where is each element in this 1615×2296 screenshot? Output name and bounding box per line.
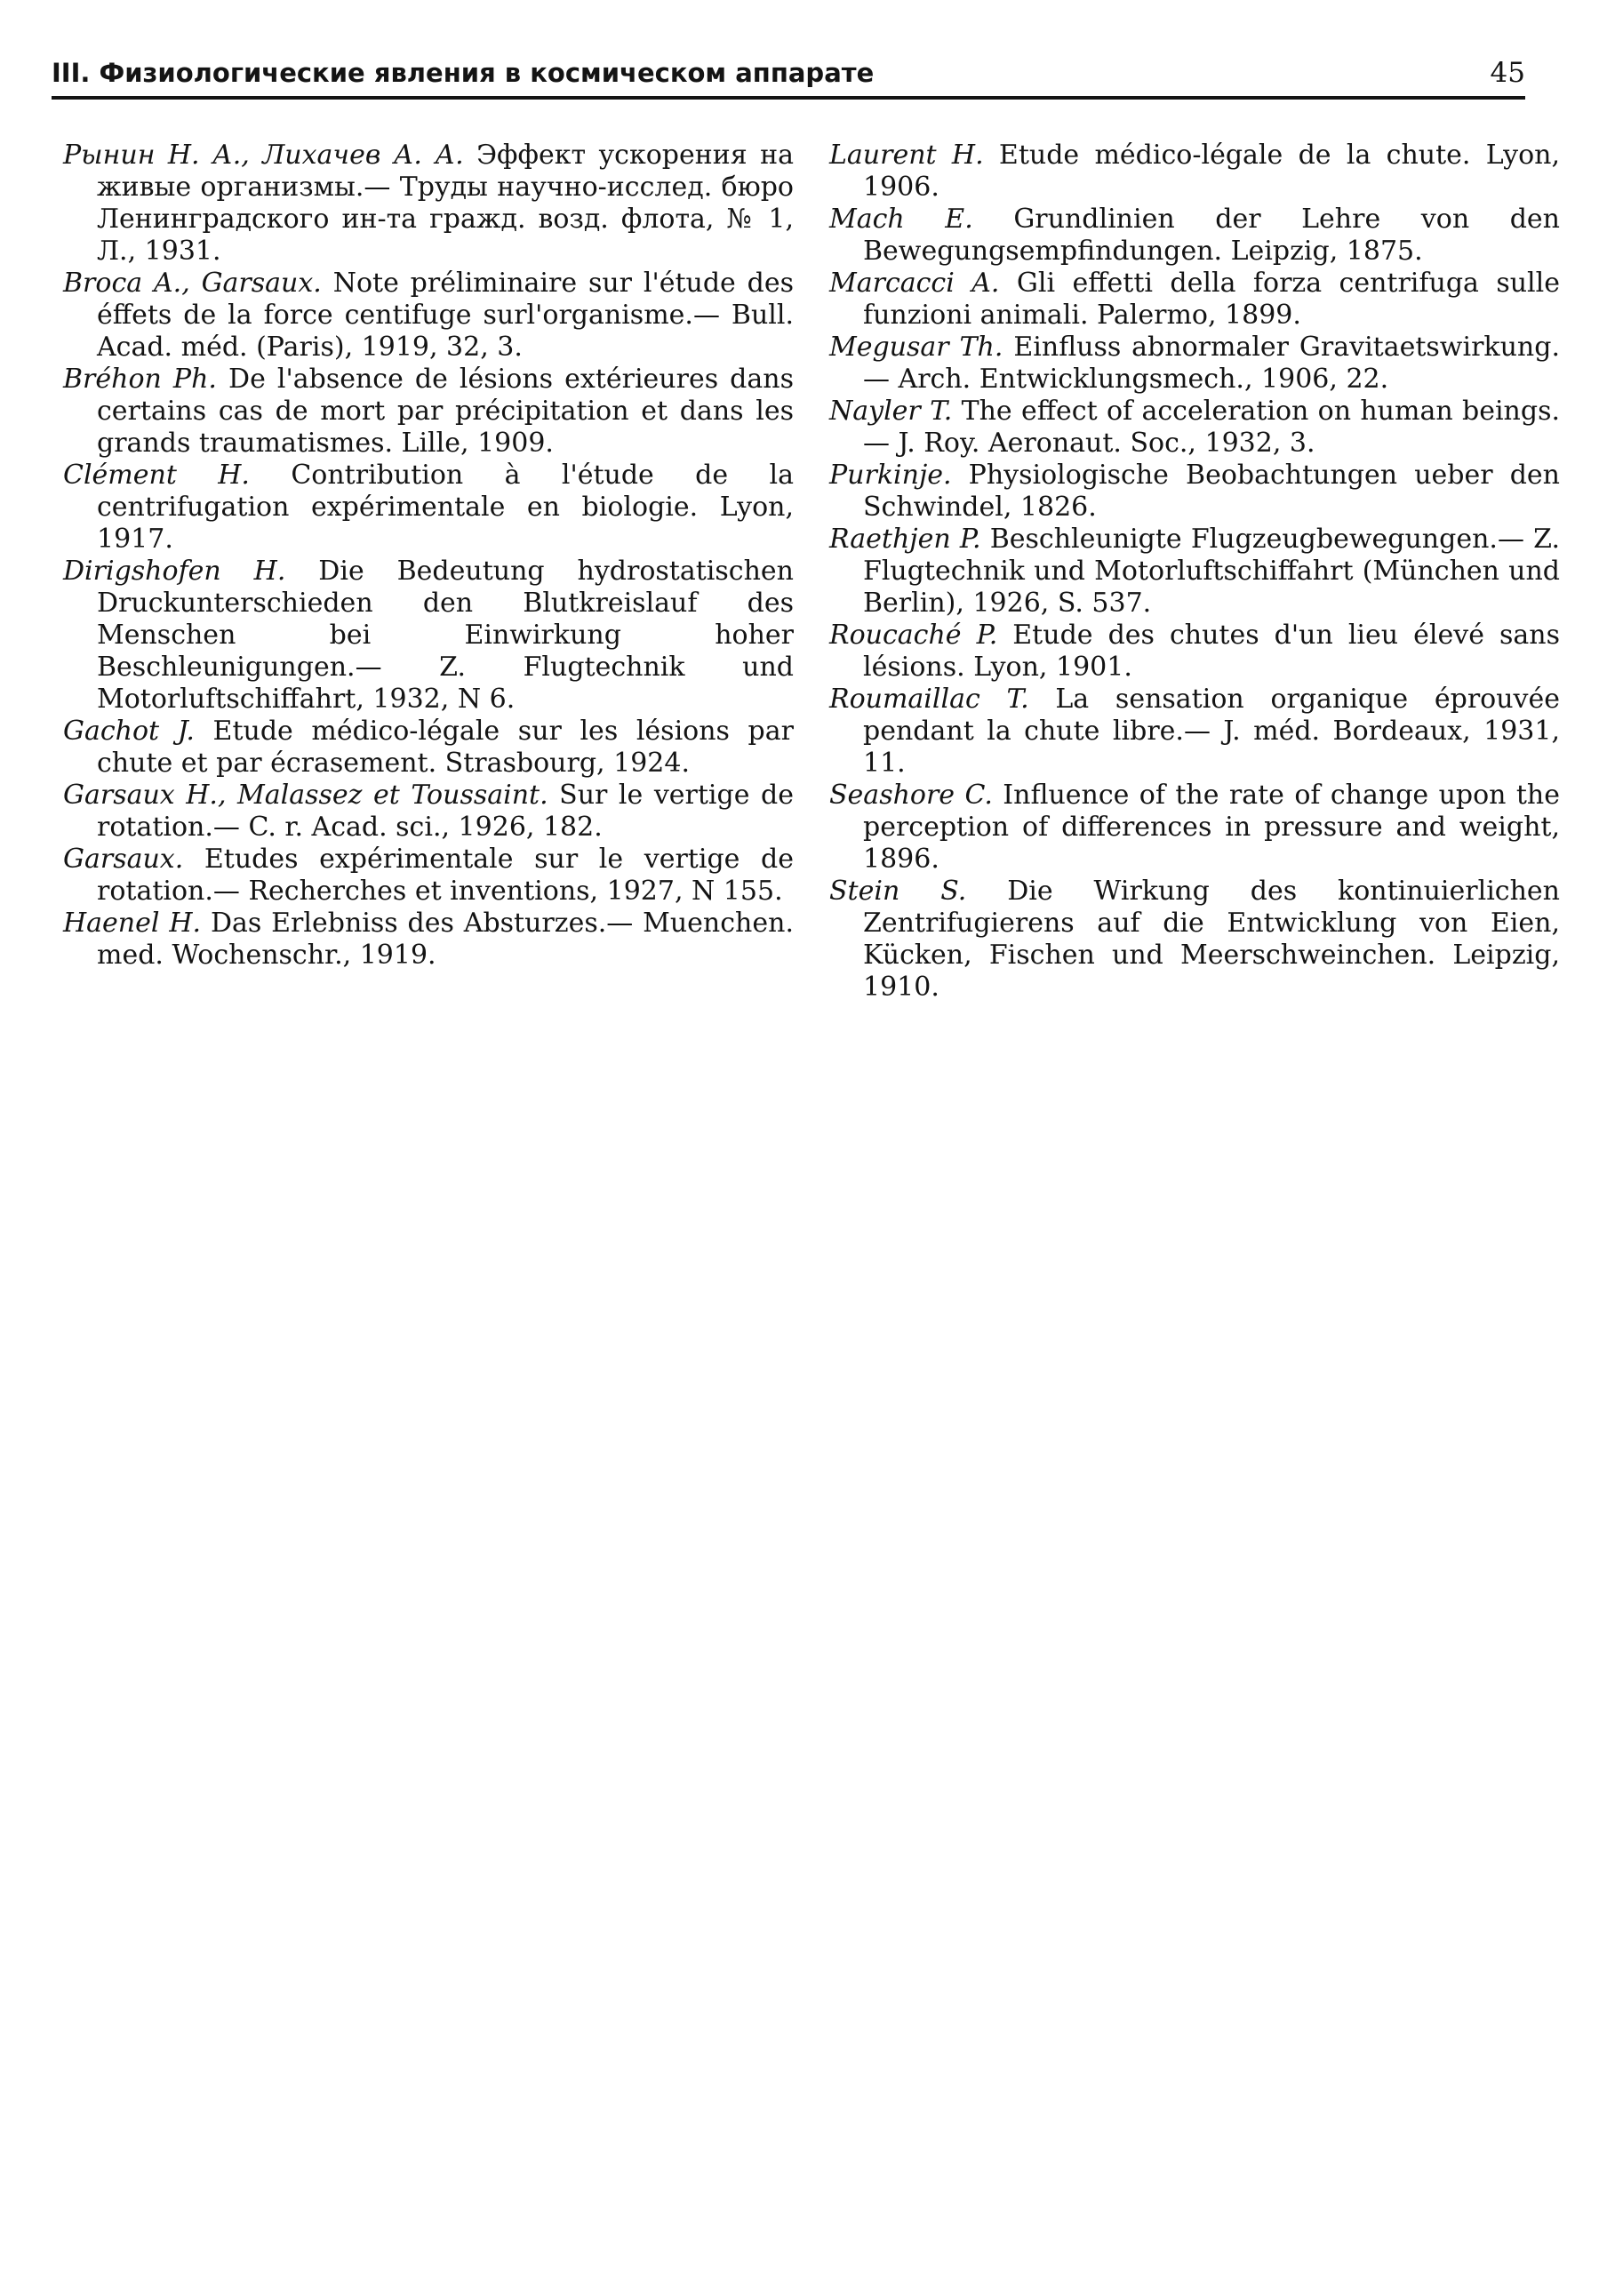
reference-authors: Seashore C. bbox=[829, 780, 993, 811]
reference-text: Etude des chutes d'un lieu élevé sans lésions. Lyon, 1901. bbox=[863, 620, 1560, 683]
reference-authors: Haenel H. bbox=[63, 908, 202, 939]
reference-text: Sur le vertige de rotation.— C. r. Acad. sci., 1926, 182. bbox=[97, 780, 794, 843]
reference-authors: Garsaux H., Malassez et Toussaint. bbox=[63, 780, 548, 811]
reference-text: Grundlinien der Lehre von den Bewegungsempfindungen. Leipzig, 1875. bbox=[863, 204, 1560, 267]
reference-authors: Nayler T. bbox=[829, 396, 953, 427]
reference-text: De l'absence de lésions extérieures dans certains cas de mort par précipitation et dans les grands traumatismes. Lille, 1909. bbox=[97, 364, 794, 459]
reference-text: Beschleunigte Flugzeugbewegungen.— Z. Flugtechnik und Motorluftschiffahrt (München und Berlin), 1926, S. 537. bbox=[863, 524, 1560, 619]
reference-authors: Raethjen P. bbox=[829, 524, 981, 555]
reference-authors: Gachot J. bbox=[63, 716, 195, 747]
reference-authors: Roucaché P. bbox=[829, 620, 998, 651]
reference-text: Эффект ускорения на живые организмы.— Труды научно-исслед. бюро Ленинградского ин-та гражд. возд. флота, № 1, Л., 1931. bbox=[97, 140, 794, 267]
reference-entry bbox=[63, 716, 794, 780]
reference-entry bbox=[63, 460, 794, 556]
left-column bbox=[63, 140, 794, 972]
reference-text: Etude médico-légale de la chute. Lyon, 1906. bbox=[863, 140, 1561, 203]
running-title: III. Физиологические явления в космическом аппарате bbox=[52, 58, 875, 88]
page-number: 45 bbox=[1490, 57, 1525, 89]
reference-entry bbox=[829, 876, 1560, 1004]
reference-authors: Stein S. bbox=[829, 876, 967, 907]
reference-authors: Dirigshofen H. bbox=[63, 556, 286, 587]
reference-authors: Marcacci A. bbox=[829, 268, 1000, 299]
reference-authors: Bréhon Ph. bbox=[63, 364, 217, 395]
reference-text: La sensation organique éprouvée pendant la chute libre.— J. méd. Bordeaux, 1931, 11. bbox=[863, 684, 1561, 779]
reference-entry bbox=[63, 140, 794, 268]
reference-entry bbox=[63, 556, 794, 716]
reference-entry bbox=[63, 780, 794, 844]
reference-authors: Megusar Th. bbox=[829, 332, 1003, 363]
reference-entry bbox=[63, 268, 794, 364]
reference-entry bbox=[829, 684, 1560, 780]
reference-text: Influence of the rate of change upon the perception of differences in pressure and weight, 1896. bbox=[863, 780, 1560, 875]
reference-text: Die Wirkung des kontinuierlichen Zentrifugierens auf die Entwicklung von Eien, Kücken, Fischen und Meerschweinchen. Leipzig, 1910. bbox=[863, 876, 1560, 1003]
reference-text: Die Bedeutung hydrostatischen Druckunterschieden den Blutkreislauf des Menschen bei Einwirkung hoher Beschleunigungen.— Z. Flugtechnik und Motorluftschiffahrt, 1932, N 6. bbox=[97, 556, 794, 715]
reference-authors: Laurent H. bbox=[829, 140, 984, 171]
reference-entry bbox=[63, 364, 794, 460]
reference-entry bbox=[829, 460, 1560, 524]
reference-text: Gli effetti della forza centrifuga sulle funzioni animali. Palermo, 1899. bbox=[863, 268, 1560, 331]
reference-text: Contribution à l'étude de la centrifugation expérimentale en biologie. Lyon, 1917. bbox=[97, 460, 794, 555]
reference-entry bbox=[829, 268, 1560, 332]
reference-authors: Purkinje. bbox=[829, 460, 952, 491]
right-column bbox=[829, 140, 1560, 1004]
reference-authors: Рынин Н. А., Лихачев А. А. bbox=[63, 140, 464, 171]
reference-entry bbox=[63, 908, 794, 972]
reference-authors: Garsaux. bbox=[63, 844, 184, 875]
reference-text: Das Erlebniss des Absturzes.— Muenchen. med. Wochenschr., 1919. bbox=[97, 908, 794, 971]
reference-authors: Clément H. bbox=[63, 460, 250, 491]
reference-entry bbox=[63, 844, 794, 908]
reference-text: The effect of acceleration on human beings.— J. Roy. Aeronaut. Soc., 1932, 3. bbox=[863, 396, 1560, 459]
reference-entry bbox=[829, 204, 1560, 268]
reference-entry bbox=[829, 524, 1560, 620]
header-rule bbox=[52, 96, 1525, 100]
reference-authors: Broca A., Garsaux. bbox=[63, 268, 322, 299]
reference-text: Physiologische Beobachtungen ueber den Schwindel, 1826. bbox=[863, 460, 1560, 523]
reference-entry bbox=[829, 396, 1560, 460]
running-header bbox=[52, 55, 1525, 91]
reference-authors: Mach E. bbox=[829, 204, 973, 235]
reference-text: Note préliminaire sur l'étude des éffets de la force centifuge surl'organisme.— Bull. Acad. méd. (Paris), 1919, 32, 3. bbox=[97, 268, 794, 363]
reference-text: Etude médico-légale sur les lésions par chute et par écrasement. Strasbourg, 1924. bbox=[97, 716, 794, 779]
reference-authors: Roumaillac T. bbox=[829, 684, 1029, 715]
reference-text: Etudes expérimentale sur le vertige de rotation.— Recherches et inventions, 1927, N 155. bbox=[97, 844, 794, 907]
reference-entry bbox=[829, 620, 1560, 684]
reference-entry bbox=[829, 332, 1560, 396]
reference-entry bbox=[829, 780, 1560, 876]
reference-text: Einfluss abnormaler Gravitaetswirkung.— Arch. Entwicklungsmech., 1906, 22. bbox=[863, 332, 1560, 395]
reference-entry bbox=[829, 140, 1560, 204]
